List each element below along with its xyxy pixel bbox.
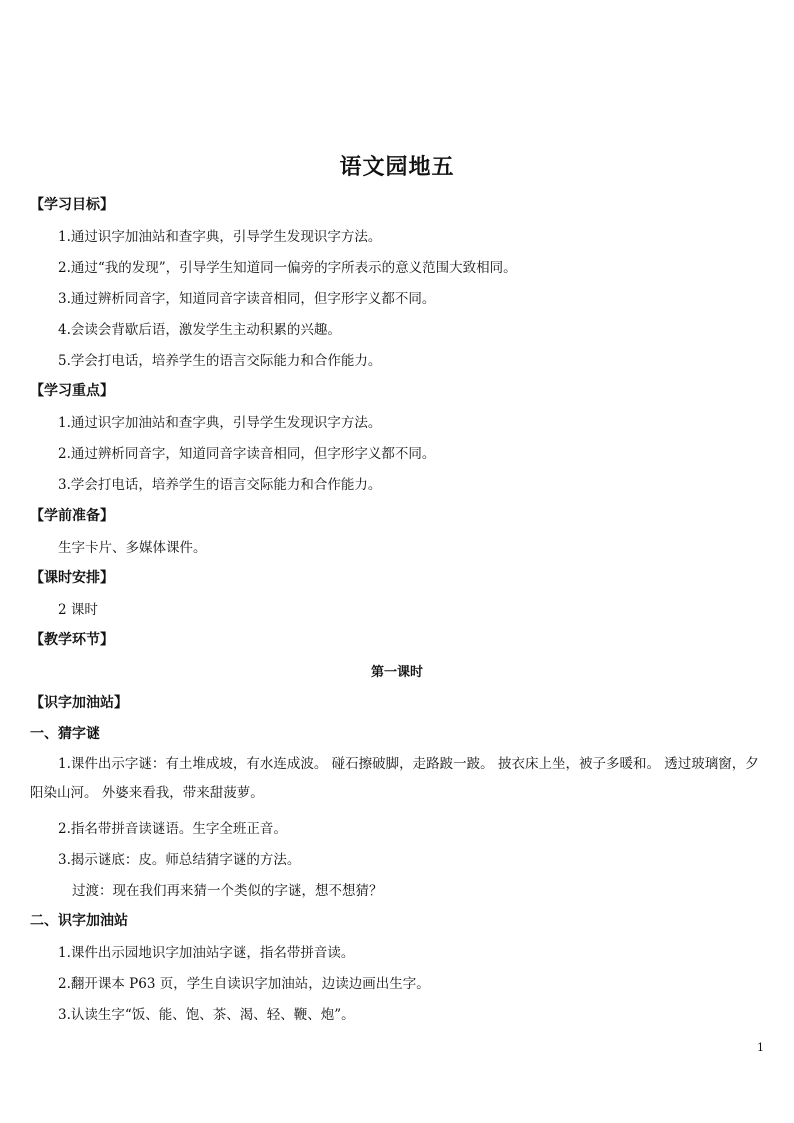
part2-item-2: 2.翻开课本 P63 页，学生自读识字加油站，边读边画出生字。 [58, 976, 430, 992]
prep-text: 生字卡片、多媒体课件。 [58, 540, 207, 556]
part2-heading: 二、识字加油站 [30, 913, 128, 929]
part1-item-2: 2.指名带拼音读谜语。生字全班正音。 [58, 821, 287, 837]
prep-heading: 【学前准备】 [30, 508, 114, 524]
schedule-heading: 【课时安排】 [30, 570, 114, 586]
goal-item-3: 3.通过辨析同音字，知道同音字读音相同，但字形字义都不同。 [58, 291, 436, 307]
station-heading: 【识字加油站】 [30, 695, 128, 711]
keypoint-item-2: 2.通过辨析同音字，知道同音字读音相同，但字形字义都不同。 [58, 446, 436, 462]
part1-transition: 过渡：现在我们再来猜一个类似的字谜，想不想猜？ [72, 883, 383, 899]
keypoint-item-3: 3.学会打电话，培养学生的语言交际能力和合作能力。 [58, 477, 382, 493]
steps-heading: 【教学环节】 [30, 632, 114, 648]
part1-heading: 一、猜字谜 [30, 726, 100, 742]
goal-item-5: 5.学会打电话，培养学生的语言交际能力和合作能力。 [58, 353, 382, 369]
keypoint-item-1: 1.通过识字加油站和查字典，引导学生发现识字方法。 [58, 415, 382, 431]
goals-heading: 【学习目标】 [30, 197, 114, 213]
part2-item-1: 1.课件出示园地识字加油站字谜，指名带拼音读。 [58, 945, 355, 961]
part1-item-3: 3.揭示谜底：皮。师总结猜字谜的方法。 [58, 852, 301, 868]
schedule-text: 2 课时 [58, 602, 98, 618]
part2-item-3: 3.认读生字“饭、能、饱、茶、渴、轻、鞭、炮”。 [58, 1007, 355, 1023]
lesson-title: 第一课时 [370, 665, 423, 680]
goal-item-4: 4.会读会背歇后语，激发学生主动积累的兴趣。 [58, 322, 341, 338]
part1-item-1: 1.课件出示字谜：有土堆成坡，有水连成波。 碰石擦破脚，走路跛一跛。 披衣床上坐，被子多暖和。 透过玻璃窗，夕阳染山河。 外婆来看我，带来甜菠萝。 [30, 756, 759, 801]
page-title: 语文园地五 [339, 154, 455, 180]
goal-item-2: 2.通过“我的发现”，引导学生知道同一偏旁的字所表示的意义范围大致相同。 [58, 260, 517, 276]
keypoints-heading: 【学习重点】 [30, 383, 114, 399]
goal-item-1: 1.通过识字加油站和查字典，引导学生发现识字方法。 [58, 229, 382, 245]
page-number: 1 [757, 1041, 764, 1054]
